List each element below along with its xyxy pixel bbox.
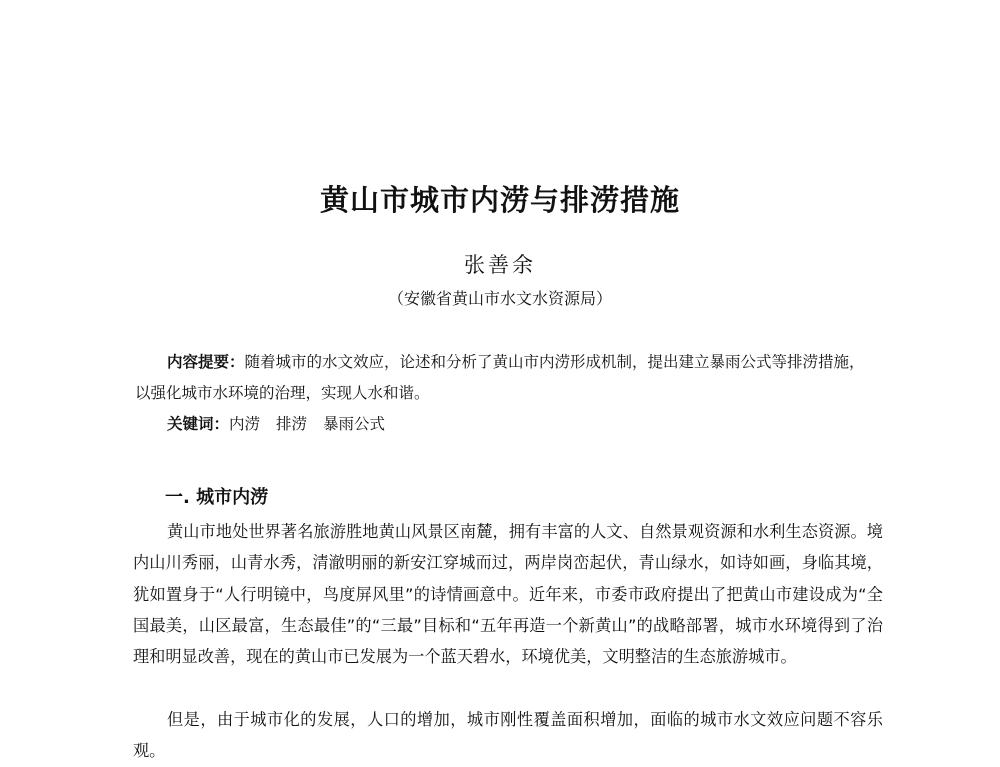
document-title: 黄山市城市内涝与排涝措施: [319, 183, 680, 217]
keyword-item: 内涝: [229, 415, 261, 433]
keyword-item: 排涝: [276, 415, 308, 433]
abstract-label: 内容提要：: [167, 352, 245, 371]
keywords-block: [167, 408, 401, 440]
author-name: 张善余: [464, 253, 536, 277]
author-affiliation: （安徽省黄山市水文水资源局）: [387, 289, 612, 308]
keywords-label: 关键词：: [167, 414, 230, 433]
body-paragraph: 但是，由于城市化的发展，人口的增加，城市刚性覆盖面积增加，面临的城市水文效应问题不容乐观。: [133, 710, 883, 761]
abstract-text: 随着城市的水文效应，论述和分析了黄山市内涝形成机制，提出建立暴雨公式等排涝措施，以强化城市水环境的治理，实现人水和谐。: [135, 353, 865, 402]
body-paragraph: 黄山市地处世界著名旅游胜地黄山风景区南麓，拥有丰富的人文、自然景观资源和水利生态资源。境内山川秀丽，山青水秀，清澈明丽的新安江穿城而过，两岸岗峦起伏，青山绿水，如诗如画，身临其境，犹如置身于“人行明镜中，鸟度屏风里”的诗情画意中。近年来，市委市政府提出了把黄山市建设成为“全国最美，山区最富，生态最佳”的“三最”目标和“五年再造一个新黄山”的战略部署，城市水环境得到了治理和明显改善，现在的黄山市已发展为一个蓝天碧水，环境优美，文明整洁的生态旅游城市。: [133, 522, 883, 667]
keyword-item: 暴雨公式: [323, 415, 386, 433]
section-heading: 一. 城市内涝: [165, 487, 269, 508]
abstract-block: [135, 346, 880, 409]
